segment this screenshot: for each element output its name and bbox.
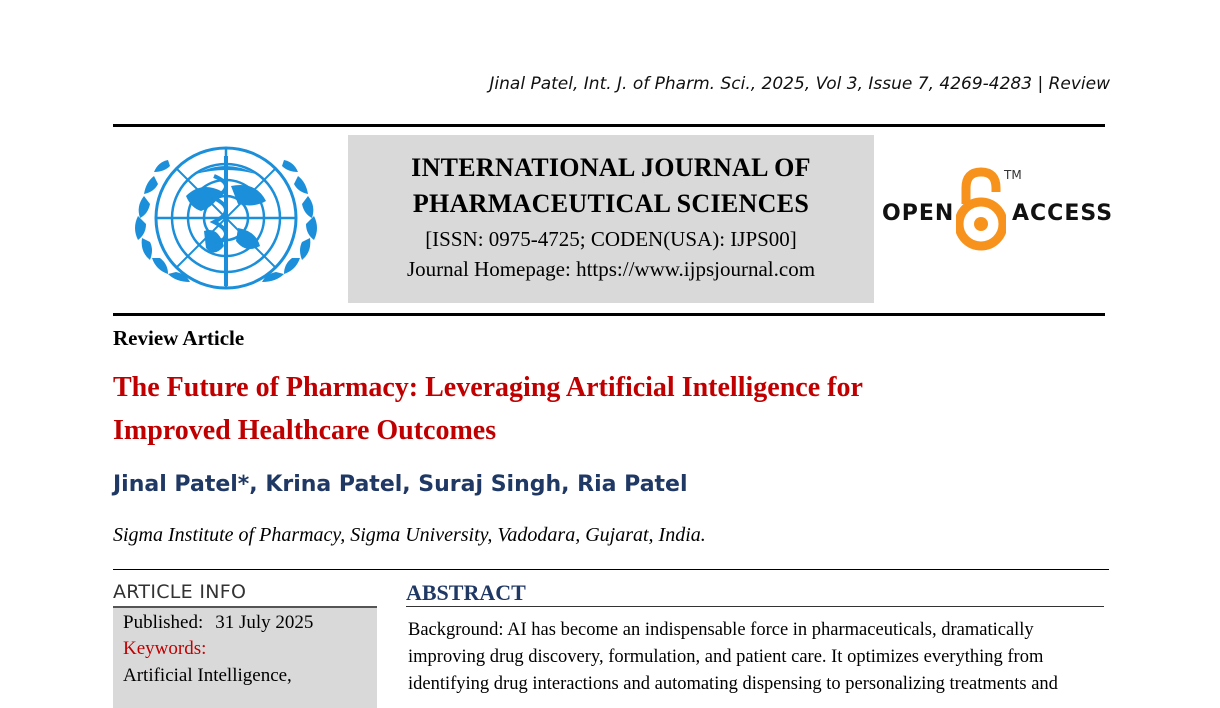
journal-issn: [ISSN: 0975-4725; CODEN(USA): IJPS00] xyxy=(425,227,797,251)
running-citation: Jinal Patel, Int. J. of Pharm. Sci., 2025, Vol 3, Issue 7, 4269-4283 | Review xyxy=(489,74,1110,94)
abstract-line-2: improving drug discovery, formulation, and patient care. It optimizes everything from xyxy=(408,647,1044,667)
open-access-trademark: TM xyxy=(1004,168,1022,182)
article-type-label: Review Article xyxy=(113,326,245,350)
journal-title-line-1: INTERNATIONAL JOURNAL OF xyxy=(411,153,811,182)
article-info-heading: ARTICLE INFO xyxy=(113,581,247,603)
article-title-line-1: The Future of Pharmacy: Leveraging Artificial Intelligence for xyxy=(113,372,863,403)
published-row xyxy=(123,612,313,634)
journal-title-line-2: PHARMACEUTICAL SCIENCES xyxy=(412,189,810,218)
open-access-word-open: OPEN xyxy=(882,201,955,226)
section-divider xyxy=(113,569,1109,570)
published-date: 31 July 2025 xyxy=(215,612,314,633)
abstract-rule xyxy=(406,606,1104,607)
journal-logo xyxy=(126,136,326,306)
journal-homepage: Journal Homepage: https://www.ijpsjournal.com xyxy=(406,257,816,281)
article-title xyxy=(113,366,1013,452)
abstract-line-1: Background: AI has become an indispensable force in pharmaceuticals, dramatically xyxy=(408,620,1034,640)
article-info-box xyxy=(113,608,377,708)
abstract-heading: ABSTRACT xyxy=(406,580,526,605)
author-affiliation: Sigma Institute of Pharmacy, Sigma University, Vadodara, Gujarat, India. xyxy=(113,524,706,546)
open-access-word-access: ACCESS xyxy=(1012,201,1114,226)
open-access-logo xyxy=(880,166,1114,256)
abstract-body xyxy=(408,617,1105,698)
journal-masthead xyxy=(348,135,874,303)
author-list: Jinal Patel*, Krina Patel, Suraj Singh, Ria Patel xyxy=(113,472,688,497)
keywords-value: Artificial Intelligence, xyxy=(123,665,292,686)
top-rule xyxy=(113,124,1105,127)
un-emblem-icon xyxy=(126,136,326,306)
article-title-line-2: Improved Healthcare Outcomes xyxy=(113,415,497,446)
open-access-lock-icon xyxy=(956,166,1006,252)
masthead-bottom-rule xyxy=(113,313,1105,316)
abstract-line-3: identifying drug interactions and automating dispensing to personalizing treatments and xyxy=(408,674,1058,694)
keywords-label: Keywords: xyxy=(123,638,207,659)
published-label: Published: xyxy=(123,612,204,633)
